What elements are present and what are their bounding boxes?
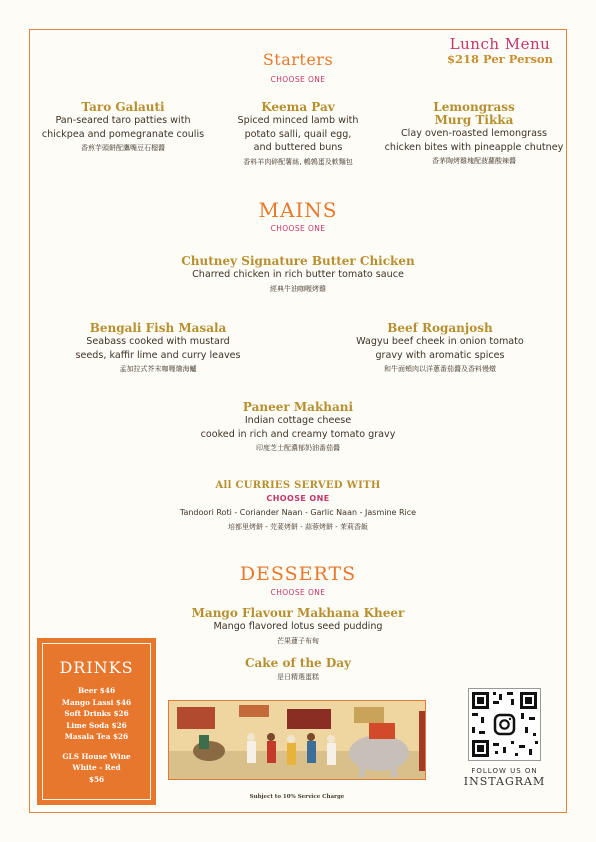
- curries-chinese: 培都里烤餅 - 芫荽烤餅 - 蒜蓉烤餅 - 茉莉香飯: [228, 522, 368, 531]
- dish-chinese: 印度芝士配濃郁奶油番茄醬: [256, 444, 340, 452]
- main-item: [0, 401, 596, 453]
- dish-name: Lemongrass: [433, 100, 515, 114]
- lunch-price: $218 Per Person: [447, 52, 553, 66]
- dish-chinese: 香茅陶烤雞塊配菠蘿酸辣醬: [432, 157, 516, 165]
- dish-name: Taro Galauti: [81, 100, 165, 114]
- wine-price: $56: [88, 774, 105, 784]
- mains-header: [0, 198, 596, 233]
- dish-desc: potato salli, quail egg,: [244, 128, 352, 140]
- dish-chinese: 經典牛油咖喱烤雞: [270, 284, 326, 293]
- dish-name-line2: Murg Tikka: [434, 113, 514, 127]
- desserts-title: DESSERTS: [239, 563, 357, 585]
- dish-desc: seeds, kaffir lime and curry leaves: [75, 349, 241, 361]
- dish-name: Cake of the Day: [244, 656, 352, 670]
- starter-item: [376, 101, 572, 166]
- dish-desc: Wagyu beef cheek in onion tomato: [356, 336, 524, 347]
- curries-block: [0, 479, 596, 532]
- starter-item: [30, 101, 216, 153]
- mains-title: MAINS: [258, 198, 338, 222]
- dish-chinese: 香料羊肉碎配薯絲, 鵪鶉蛋及軟麵包: [243, 157, 353, 166]
- dish-desc: and buttered buns: [253, 142, 343, 153]
- dish-desc: cooked in rich and creamy tomato gravy: [200, 428, 396, 440]
- dish-chinese: 芒果蓮子布甸: [277, 636, 319, 645]
- dish-name: Paneer Makhani: [242, 400, 354, 414]
- dish-desc: gravy with aromatic spices: [375, 349, 505, 361]
- starters-title: Starters: [262, 50, 334, 69]
- drinks-border: [42, 643, 151, 800]
- drink-item: Mango Lassi $46: [61, 697, 132, 707]
- drink-item: Soft Drinks $26: [64, 709, 129, 718]
- instagram-qr-code[interactable]: [468, 688, 541, 761]
- drink-item: Masala Tea $26: [64, 732, 129, 741]
- qr-code-graphic: [469, 689, 540, 760]
- follow-us: [454, 767, 555, 788]
- service-charge-note: Subject to 10% Service Charge: [249, 794, 345, 800]
- follow-us-label: FOLLOW US ON: [471, 767, 538, 775]
- dish-desc: chicken bites with pineapple chutney: [384, 141, 564, 153]
- dish-name: Keema Pav: [261, 100, 335, 114]
- instagram-label[interactable]: INSTAGRAM: [463, 775, 546, 788]
- curries-title: All CURRIES SERVED WITH: [215, 480, 381, 491]
- dish-chinese: 是日精選蛋糕: [277, 673, 319, 681]
- mughal-painting-image: [168, 700, 426, 780]
- painting-illustration: [169, 701, 426, 780]
- dish-desc: Charred chicken in rich butter tomato sauce: [192, 269, 404, 280]
- drink-item: Beer $46: [77, 686, 116, 695]
- starters-header: [0, 50, 596, 84]
- drinks-list: [43, 685, 150, 743]
- mains-choose: CHOOSE ONE: [270, 224, 326, 233]
- dish-chinese: 和牛面頰肉以洋蔥番茄醬及香料慢燉: [384, 365, 496, 373]
- main-item: [340, 322, 540, 374]
- desserts-header: [0, 562, 596, 597]
- dish-desc: Spiced minced lamb with: [237, 115, 359, 126]
- dish-desc: Pan-seared taro patties with: [55, 115, 191, 126]
- main-item: [0, 255, 596, 294]
- curries-choose: CHOOSE ONE: [266, 494, 330, 503]
- dish-chinese: 孟加拉式芥末咖喱燴海鱸: [119, 365, 197, 373]
- wine-item: GLS House Wine: [62, 751, 131, 761]
- desserts-choose: CHOOSE ONE: [270, 588, 326, 597]
- dish-desc: Clay oven-roasted lemongrass: [400, 128, 548, 139]
- wine-item: White - Red: [72, 763, 121, 772]
- dish-name: Chutney Signature Butter Chicken: [181, 254, 415, 268]
- dish-name: Bengali Fish Masala: [89, 321, 227, 335]
- dish-desc: Indian cottage cheese: [244, 415, 352, 426]
- wine-list: [43, 751, 150, 786]
- dish-name: Beef Roganjosh: [387, 321, 493, 335]
- starters-choose: CHOOSE ONE: [270, 75, 326, 84]
- dish-desc: Seabass cooked with mustard: [86, 336, 230, 347]
- drink-item: Lime Soda $26: [66, 720, 127, 730]
- dish-name: Mango Flavour Makhana Kheer: [191, 606, 405, 620]
- drinks-panel: [37, 638, 156, 805]
- starter-item: [208, 101, 388, 167]
- lunch-title: Lunch Menu: [449, 35, 551, 53]
- dish-chinese: 香煎芋頭餅配鷹嘴豆石榴醬: [81, 144, 165, 152]
- dish-desc: Mango flavored lotus seed pudding: [213, 621, 383, 632]
- drinks-title: DRINKS: [59, 658, 134, 677]
- main-item: [60, 322, 256, 374]
- curries-options: Tandoori Roti - Coriander Naan - Garlic Naan - Jasmine Rice: [179, 508, 417, 517]
- dish-desc: chickpea and pomegranate coulis: [41, 128, 205, 140]
